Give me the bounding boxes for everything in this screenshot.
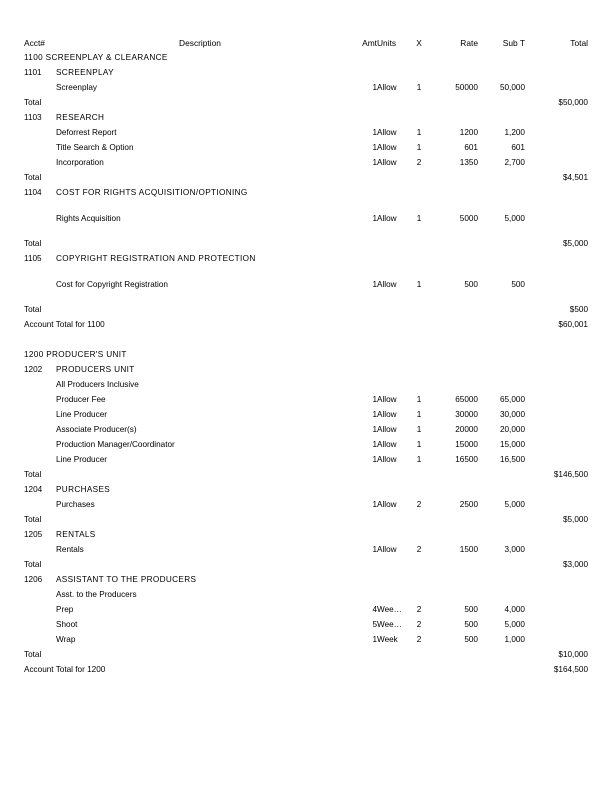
line-item-row — [24, 81, 588, 96]
budget-table-body — [24, 36, 588, 693]
line-item-units: Allow — [377, 395, 397, 405]
section-name: PURCHASES — [56, 485, 111, 495]
line-item-rate: 65000 — [455, 395, 478, 405]
section-name: COST FOR RIGHTS ACQUISITION/OPTIONING — [56, 188, 248, 198]
line-item-description: Title Search & Option — [56, 143, 134, 153]
line-item-total-blank — [525, 498, 588, 513]
section-header-blank-total — [525, 483, 588, 498]
line-item-units: Allow — [377, 425, 397, 435]
spacer-cell — [24, 678, 588, 693]
line-item-units: Allow — [377, 128, 397, 138]
section-header-blank-subt — [478, 573, 525, 588]
section-total-value: $4,501 — [562, 173, 588, 183]
section-header-blank-total — [525, 252, 588, 267]
line-item-acct-cell — [24, 141, 56, 156]
line-item-amt: 1 — [372, 410, 377, 420]
line-item-rate: 2500 — [459, 500, 478, 510]
line-item-x: 1 — [416, 83, 422, 93]
line-item-row — [24, 618, 588, 633]
line-item-acct-cell — [24, 267, 56, 303]
section-total-row — [24, 237, 588, 252]
line-item-acct-cell — [24, 618, 56, 633]
line-item-rate: 601 — [464, 143, 478, 153]
line-item-amt: 1 — [372, 455, 377, 465]
section-total-row — [24, 558, 588, 573]
account-total-row — [24, 663, 588, 678]
subheader-blank-units — [377, 378, 408, 393]
section-header-blank-rate — [430, 111, 478, 126]
section-total-row — [24, 468, 588, 483]
line-item-units: Week — [377, 635, 398, 645]
line-item-units: Allow — [377, 410, 397, 420]
section-header-row — [24, 483, 588, 498]
line-item-amt: 1 — [372, 395, 377, 405]
section-total-row — [24, 513, 588, 528]
section-code: 1101 — [24, 68, 42, 78]
subheader-blank-rate — [430, 378, 478, 393]
section-name: SCREENPLAY — [56, 68, 114, 78]
section-name: ASSISTANT TO THE PRODUCERS — [56, 575, 197, 585]
line-item-x: 1 — [416, 440, 422, 450]
line-item-row — [24, 141, 588, 156]
section-name: COPYRIGHT REGISTRATION AND PROTECTION — [56, 254, 256, 264]
line-item-row — [24, 267, 588, 303]
line-item-row — [24, 603, 588, 618]
line-item-total-blank — [525, 393, 588, 408]
line-item-row — [24, 393, 588, 408]
section-header-blank-amt — [344, 111, 377, 126]
line-item-acct-cell — [24, 633, 56, 648]
section-total-label: Total — [24, 239, 42, 249]
section-header-row — [24, 111, 588, 126]
line-item-rate: 500 — [464, 635, 478, 645]
section-header-blank-subt — [478, 111, 525, 126]
section-header-blank-rate — [430, 483, 478, 498]
line-item-amt: 1 — [372, 83, 377, 93]
section-header-blank-x — [408, 573, 430, 588]
line-item-x: 1 — [416, 213, 422, 223]
line-item-x: 1 — [416, 143, 422, 153]
section-total-row — [24, 96, 588, 111]
column-header-total: Total — [570, 38, 588, 49]
line-item-description: Rentals — [56, 545, 84, 555]
line-item-rate: 1350 — [459, 158, 478, 168]
section-header-blank-x — [408, 111, 430, 126]
line-item-acct-cell — [24, 156, 56, 171]
section-header-row — [24, 363, 588, 378]
line-item-x: 1 — [416, 279, 422, 289]
line-item-acct-cell — [24, 201, 56, 237]
line-item-subt: 3,000 — [504, 545, 525, 555]
section-header-blank-total — [525, 363, 588, 378]
line-item-units: Allow — [377, 279, 397, 289]
section-header-blank-units — [377, 66, 408, 81]
section-header-row — [24, 528, 588, 543]
section-total-label: Total — [24, 515, 42, 525]
budget-table — [24, 36, 588, 693]
line-item-units: Allow — [377, 500, 397, 510]
account-spacer-row — [24, 678, 588, 693]
section-header-blank-units — [377, 573, 408, 588]
line-item-acct-cell — [24, 408, 56, 423]
section-subheader-row — [24, 588, 588, 603]
column-header-x: X — [416, 38, 422, 49]
line-item-subt: 15,000 — [499, 440, 525, 450]
section-subheader-row — [24, 378, 588, 393]
line-item-amt: 1 — [372, 440, 377, 450]
section-name: RENTALS — [56, 530, 96, 540]
section-name: PRODUCERS UNIT — [56, 365, 135, 375]
line-item-row — [24, 201, 588, 237]
table-header-row — [24, 36, 588, 51]
line-item-rate: 500 — [464, 279, 478, 289]
line-item-x: 1 — [416, 128, 422, 138]
spacer-cell — [24, 333, 588, 348]
subheader-blank-rate — [430, 588, 478, 603]
section-total-value: $5,000 — [562, 515, 588, 525]
line-item-description: Prep — [56, 605, 74, 615]
line-item-amt: 1 — [372, 635, 377, 645]
column-header-subt: Sub T — [502, 38, 525, 49]
line-item-description: Producer Fee — [56, 395, 106, 405]
line-item-units: Allow — [377, 83, 397, 93]
account-group-title: 1100 SCREENPLAY & CLEARANCE — [24, 53, 168, 63]
section-total-value: $10,000 — [558, 650, 588, 660]
section-header-blank-units — [377, 528, 408, 543]
section-header-blank-amt — [344, 573, 377, 588]
section-total-row — [24, 303, 588, 318]
line-item-row — [24, 438, 588, 453]
section-header-blank-total — [525, 111, 588, 126]
line-item-description: Associate Producer(s) — [56, 425, 137, 435]
section-header-blank-units — [377, 483, 408, 498]
line-item-amt: 1 — [372, 279, 377, 289]
line-item-subt: 4,000 — [504, 605, 525, 615]
acct-spacer-cell — [24, 588, 56, 603]
line-item-amt: 1 — [372, 128, 377, 138]
line-item-description: Incorporation — [56, 158, 104, 168]
section-header-blank-total — [525, 186, 588, 201]
section-header-row — [24, 252, 588, 267]
line-item-x: 2 — [416, 158, 422, 168]
section-header-row — [24, 186, 588, 201]
section-total-value: $3,000 — [562, 560, 588, 570]
section-header-blank-amt — [344, 363, 377, 378]
section-header-blank-x — [408, 363, 430, 378]
line-item-acct-cell — [24, 81, 56, 96]
line-item-total-blank — [525, 81, 588, 96]
subheader-blank-amt — [344, 588, 377, 603]
account-group-title: 1200 PRODUCER'S UNIT — [24, 350, 127, 360]
line-item-subt: 1,200 — [504, 128, 525, 138]
line-item-subt: 50,000 — [499, 83, 525, 93]
line-item-total-blank — [525, 438, 588, 453]
section-total-value: $50,000 — [558, 98, 588, 108]
section-header-blank-subt — [478, 363, 525, 378]
section-code: 1204 — [24, 485, 43, 495]
section-code: 1105 — [24, 254, 42, 264]
line-item-subt: 16,500 — [499, 455, 525, 465]
section-total-label: Total — [24, 560, 42, 570]
line-item-acct-cell — [24, 453, 56, 468]
line-item-units: Allow — [377, 143, 397, 153]
line-item-subt: 601 — [511, 143, 525, 153]
section-header-blank-rate — [430, 573, 478, 588]
section-header-blank-subt — [478, 66, 525, 81]
line-item-acct-cell — [24, 126, 56, 141]
section-header-blank-x — [408, 483, 430, 498]
line-item-rate: 20000 — [455, 425, 478, 435]
line-item-total-blank — [525, 156, 588, 171]
line-item-total-blank — [525, 603, 588, 618]
line-item-subt: 1,000 — [504, 635, 525, 645]
account-group-header-row — [24, 51, 588, 66]
section-header-blank-units — [377, 252, 408, 267]
section-header-blank-amt — [344, 186, 377, 201]
line-item-subt: 500 — [511, 279, 525, 289]
line-item-rate: 5000 — [459, 213, 478, 223]
section-header-blank-total — [525, 573, 588, 588]
line-item-total-blank — [525, 267, 588, 303]
line-item-total-blank — [525, 633, 588, 648]
line-item-units: Allow — [377, 455, 397, 465]
section-header-blank-rate — [430, 186, 478, 201]
section-header-blank-total — [525, 528, 588, 543]
line-item-rate: 1200 — [459, 128, 478, 138]
line-item-description: Production Manager/Coordinator — [56, 440, 175, 450]
line-item-row — [24, 423, 588, 438]
section-header-blank-units — [377, 111, 408, 126]
subheader-blank-amt — [344, 378, 377, 393]
line-item-description: Cost for Copyright Registration — [56, 279, 168, 289]
line-item-units: Allow — [377, 440, 397, 450]
line-item-subt: 2,700 — [504, 158, 525, 168]
line-item-acct-cell — [24, 603, 56, 618]
section-header-blank-total — [525, 66, 588, 81]
section-subheader-label: Asst. to the Producers — [56, 590, 137, 600]
section-header-blank-subt — [478, 528, 525, 543]
line-item-row — [24, 498, 588, 513]
section-code: 1103 — [24, 113, 42, 123]
line-item-total-blank — [525, 201, 588, 237]
line-item-rate: 15000 — [455, 440, 478, 450]
line-item-total-blank — [525, 423, 588, 438]
line-item-subt: 5,000 — [504, 213, 525, 223]
line-item-x: 1 — [416, 410, 422, 420]
subheader-blank-x — [408, 378, 430, 393]
line-item-description: Shoot — [56, 620, 78, 630]
subheader-blank-total — [525, 588, 588, 603]
line-item-row — [24, 408, 588, 423]
line-item-rate: 500 — [464, 605, 478, 615]
line-item-description: Deforrest Report — [56, 128, 117, 138]
line-item-units: Allow — [377, 545, 397, 555]
line-item-rate: 500 — [464, 620, 478, 630]
line-item-total-blank — [525, 408, 588, 423]
line-item-x: 2 — [416, 545, 422, 555]
line-item-total-blank — [525, 543, 588, 558]
line-item-subt: 30,000 — [499, 410, 525, 420]
account-total-row — [24, 318, 588, 333]
line-item-rate: 16500 — [455, 455, 478, 465]
line-item-subt: 5,000 — [504, 620, 525, 630]
section-code: 1206 — [24, 575, 43, 585]
section-header-blank-amt — [344, 528, 377, 543]
line-item-row — [24, 543, 588, 558]
section-header-blank-rate — [430, 528, 478, 543]
line-item-subt: 65,000 — [499, 395, 525, 405]
section-header-blank-amt — [344, 66, 377, 81]
line-item-amt: 1 — [372, 425, 377, 435]
line-item-acct-cell — [24, 498, 56, 513]
acct-spacer-cell — [24, 378, 56, 393]
account-group-header-row — [24, 348, 588, 363]
section-total-value: $500 — [569, 305, 588, 315]
section-total-label: Total — [24, 470, 42, 480]
line-item-amt: 1 — [372, 143, 377, 153]
line-item-rate: 1500 — [459, 545, 478, 555]
line-item-rate: 50000 — [455, 83, 478, 93]
section-header-blank-units — [377, 363, 408, 378]
section-header-blank-units — [377, 186, 408, 201]
section-total-label: Total — [24, 305, 42, 315]
subheader-blank-x — [408, 588, 430, 603]
account-total-label: Account Total for 1100 — [24, 320, 105, 330]
column-header-acct: Acct# — [24, 38, 45, 49]
section-total-row — [24, 648, 588, 663]
line-item-row — [24, 633, 588, 648]
line-item-x: 2 — [416, 620, 422, 630]
line-item-amt: 1 — [372, 545, 377, 555]
section-code: 1104 — [24, 188, 42, 198]
section-total-label: Total — [24, 650, 42, 660]
line-item-x: 2 — [416, 605, 422, 615]
line-item-row — [24, 156, 588, 171]
section-total-label: Total — [24, 173, 42, 183]
account-spacer-row — [24, 333, 588, 348]
line-item-description: Wrap — [56, 635, 76, 645]
section-header-blank-x — [408, 186, 430, 201]
line-item-subt: 5,000 — [504, 500, 525, 510]
line-item-acct-cell — [24, 393, 56, 408]
section-header-blank-amt — [344, 252, 377, 267]
line-item-x: 1 — [416, 395, 422, 405]
line-item-acct-cell — [24, 438, 56, 453]
line-item-total-blank — [525, 618, 588, 633]
subheader-blank-subt — [478, 378, 525, 393]
subheader-blank-total — [525, 378, 588, 393]
section-total-value: $5,000 — [562, 239, 588, 249]
section-code: 1205 — [24, 530, 43, 540]
line-item-amt: 1 — [372, 213, 377, 223]
line-item-x: 2 — [416, 500, 422, 510]
section-total-row — [24, 171, 588, 186]
column-header-description: Description — [179, 38, 221, 49]
section-name: RESEARCH — [56, 113, 105, 123]
column-header-rate: Rate — [460, 38, 478, 49]
line-item-units: Allow — [377, 158, 397, 168]
section-header-blank-subt — [478, 252, 525, 267]
line-item-description: Screenplay — [56, 83, 97, 93]
line-item-subt: 20,000 — [499, 425, 525, 435]
section-subheader-label: All Producers Inclusive — [56, 380, 139, 390]
line-item-x: 1 — [416, 425, 422, 435]
section-code: 1202 — [24, 365, 43, 375]
line-item-x: 1 — [416, 455, 422, 465]
section-header-blank-x — [408, 252, 430, 267]
section-header-blank-x — [408, 528, 430, 543]
section-header-blank-amt — [344, 483, 377, 498]
line-item-total-blank — [525, 141, 588, 156]
line-item-rate: 30000 — [455, 410, 478, 420]
section-header-blank-rate — [430, 252, 478, 267]
section-header-blank-subt — [478, 483, 525, 498]
section-header-blank-x — [408, 66, 430, 81]
line-item-description: Rights Acquisition — [56, 213, 121, 223]
line-item-row — [24, 126, 588, 141]
subheader-blank-subt — [478, 588, 525, 603]
line-item-description: Line Producer — [56, 455, 107, 465]
line-item-total-blank — [525, 126, 588, 141]
line-item-acct-cell — [24, 543, 56, 558]
line-item-x: 2 — [416, 635, 422, 645]
account-total-value: $60,001 — [558, 320, 588, 330]
line-item-description: Line Producer — [56, 410, 107, 420]
section-header-blank-subt — [478, 186, 525, 201]
section-header-row — [24, 573, 588, 588]
line-item-acct-cell — [24, 423, 56, 438]
line-item-units: Wee… — [377, 605, 402, 615]
line-item-amt: 1 — [372, 500, 377, 510]
column-header-units: Units — [377, 38, 397, 49]
line-item-amt: 4 — [372, 605, 377, 615]
section-total-value: $146,500 — [553, 470, 588, 480]
line-item-row — [24, 453, 588, 468]
account-total-label: Account Total for 1200 — [24, 665, 106, 675]
subheader-blank-units — [377, 588, 408, 603]
line-item-units: Allow — [377, 213, 397, 223]
budget-sheet — [24, 36, 588, 693]
line-item-amt: 1 — [372, 158, 377, 168]
section-total-label: Total — [24, 98, 42, 108]
line-item-units: Wee… — [377, 620, 402, 630]
column-header-amt: Amt — [362, 38, 377, 49]
account-total-value: $164,500 — [553, 665, 588, 675]
section-header-row — [24, 66, 588, 81]
line-item-description: Purchases — [56, 500, 95, 510]
line-item-amt: 5 — [372, 620, 377, 630]
section-header-blank-rate — [430, 66, 478, 81]
section-header-blank-rate — [430, 363, 478, 378]
line-item-total-blank — [525, 453, 588, 468]
